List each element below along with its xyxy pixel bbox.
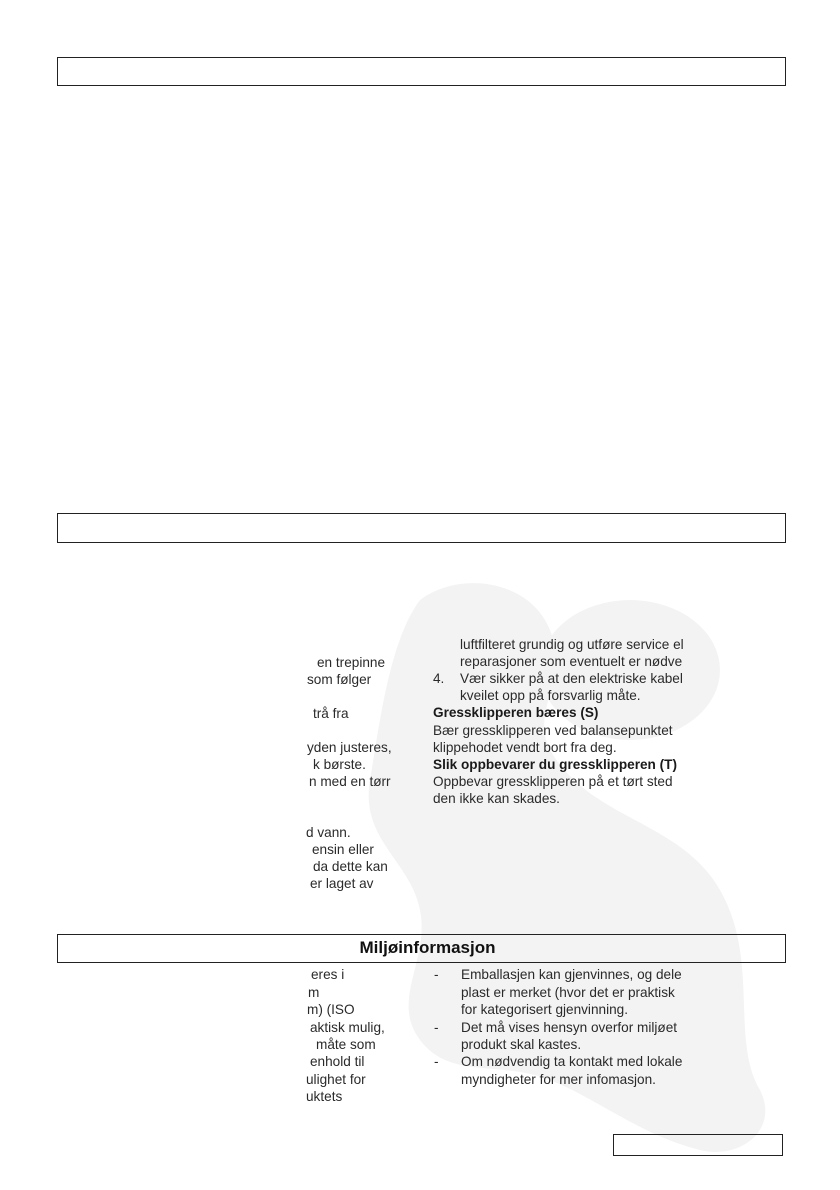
- left-fragment: n med en tørr: [309, 774, 391, 789]
- env-item-line: Om nødvendig ta kontakt med lokale: [461, 1054, 683, 1069]
- page-number-box: [613, 1134, 783, 1156]
- env-left-fragment: aktisk mulig,: [310, 1020, 385, 1035]
- maintenance-line: Vær sikker på at den elektriske kabel: [460, 671, 683, 686]
- maintenance-line: klippehodet vendt bort fra deg.: [433, 740, 617, 755]
- maintenance-line: reparasjoner som eventuelt er nødve: [460, 654, 683, 669]
- env-item-line: produkt skal kastes.: [461, 1037, 582, 1052]
- left-fragment: en trepinne: [317, 655, 386, 670]
- section-header-box-middle: [57, 513, 786, 543]
- env-left-fragment: ulighet for: [306, 1072, 366, 1087]
- bullet-dash: -: [434, 1054, 439, 1069]
- left-fragment: som følger: [307, 672, 372, 687]
- maintenance-line: kveilet opp på forsvarlig måte.: [460, 688, 641, 703]
- storage-heading: Slik oppbevarer du gressklipperen (T): [433, 757, 677, 772]
- maintenance-line: den ikke kan skades.: [433, 791, 560, 806]
- left-fragment: yden justeres,: [307, 740, 392, 755]
- env-item-line: Det må vises hensyn overfor miljøet: [461, 1020, 678, 1035]
- bullet-dash: -: [434, 1020, 439, 1035]
- left-fragment: da dette kan: [313, 859, 388, 874]
- env-item-line: Emballasjen kan gjenvinnes, og dele: [461, 967, 682, 982]
- left-fragment: er laget av: [310, 876, 374, 891]
- left-fragment: k børste.: [313, 757, 366, 772]
- maintenance-line: Bær gressklipperen ved balansepunktet: [433, 723, 673, 738]
- left-fragment: d vann.: [306, 825, 351, 840]
- env-left-fragment: måte som: [316, 1037, 376, 1052]
- section-header-environment: [57, 934, 786, 963]
- carry-heading: Gressklipperen bæres (S): [433, 705, 599, 720]
- env-item-line: for kategorisert gjenvinning.: [461, 1002, 628, 1017]
- env-left-fragment: eres i: [311, 967, 345, 982]
- maintenance-line: Oppbevar gressklipperen på et tørt sted: [433, 774, 673, 789]
- bullet-dash: -: [434, 967, 439, 982]
- env-item-line: myndigheter for mer infomasjon.: [461, 1072, 656, 1087]
- env-left-fragment: m) (ISO: [307, 1002, 355, 1017]
- item-number: 4.: [433, 671, 445, 686]
- section-header-box-top: [57, 57, 786, 86]
- env-left-fragment: m: [308, 985, 320, 1000]
- left-fragment: trå fra: [313, 706, 349, 721]
- env-left-fragment: enhold til: [310, 1054, 365, 1069]
- env-left-fragment: uktets: [306, 1089, 343, 1104]
- maintenance-line: luftfilteret grundig og utføre service el: [460, 637, 684, 652]
- left-fragment: ensin eller: [312, 842, 374, 857]
- env-item-line: plast er merket (hvor det er praktisk: [461, 985, 675, 1000]
- environment-title: Miljøinformasjon: [359, 938, 496, 957]
